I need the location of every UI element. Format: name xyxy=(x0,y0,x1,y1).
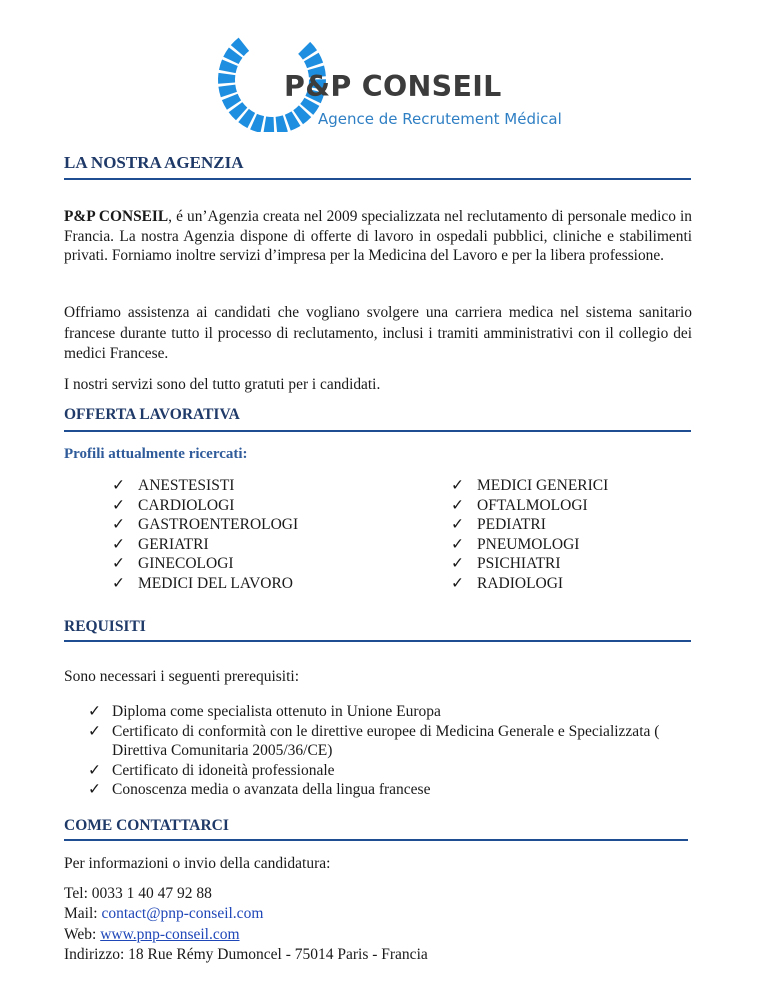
profile-item xyxy=(112,515,298,535)
profile-item xyxy=(112,476,298,496)
requirements-heading: REQUISITI xyxy=(64,618,146,635)
profile-item xyxy=(112,554,298,574)
agency-intro-text: , é un’Agenzia creata nel 2009 specializzata nel reclutamento di personale medico in Francia. La nostra Agenzia dispone di offerte di lavoro in ospedali pubblici, cliniche e stabilimenti privati. Forniamo inoltre servizi d’impresa per la Medicina del Lavoro e per la libera professione. xyxy=(64,208,692,264)
check-icon: ✓ xyxy=(451,477,464,494)
requirements-list xyxy=(88,702,700,800)
profile-item xyxy=(451,574,608,594)
logo-ring-segment xyxy=(263,117,274,132)
profile-item-label: PEDIATRI xyxy=(477,516,546,533)
contact-intro: Per informazioni o invio della candidatura: xyxy=(64,855,331,872)
logo-title: P&P CONSEIL xyxy=(284,70,502,103)
offer-heading: OFFERTA LAVORATIVA xyxy=(64,406,240,423)
check-icon: ✓ xyxy=(88,703,101,720)
offer-divider xyxy=(64,430,691,432)
agency-divider xyxy=(64,178,691,180)
check-icon: ✓ xyxy=(112,496,125,514)
logo-subtitle: Agence de Recrutement Médical xyxy=(318,110,562,128)
profile-item-label: PNEUMOLOGI xyxy=(477,535,580,553)
website-link[interactable]: www.pnp-conseil.com xyxy=(100,926,240,943)
requirement-item-label: Diploma come specialista ottenuto in Unione Europa xyxy=(112,703,441,720)
check-icon: ✓ xyxy=(451,535,464,553)
profile-item-label: GASTROENTEROLOGI xyxy=(138,516,299,533)
profile-item xyxy=(451,476,608,496)
profile-item-label: MEDICI GENERICI xyxy=(477,477,609,494)
profile-item-label: RADIOLOGI xyxy=(477,574,564,592)
check-icon: ✓ xyxy=(112,477,125,494)
profile-item-label: GINECOLOGI xyxy=(138,555,234,572)
check-icon: ✓ xyxy=(88,761,101,779)
requirement-item xyxy=(88,761,700,781)
profile-item xyxy=(451,496,608,516)
contact-address xyxy=(64,946,428,964)
profiles-left-list xyxy=(112,476,298,593)
requirement-item-label: Certificato di idoneità professionale xyxy=(112,761,335,779)
address-value: 18 Rue Rémy Dumoncel - 75014 Paris - Francia xyxy=(128,946,428,963)
check-icon: ✓ xyxy=(112,574,125,592)
profile-item xyxy=(451,554,608,574)
agency-paragraph-3: I nostri servizi sono del tutto gratuti per i candidati. xyxy=(64,376,381,393)
profile-item-label: PSICHIATRI xyxy=(477,555,561,572)
check-icon: ✓ xyxy=(451,555,464,572)
check-icon: ✓ xyxy=(112,516,125,533)
profile-item-label: MEDICI DEL LAVORO xyxy=(138,574,293,592)
profiles-right-list xyxy=(451,476,608,593)
requirement-item xyxy=(88,722,700,761)
mail-label: Mail: xyxy=(64,905,102,922)
contact-heading: COME CONTATTARCI xyxy=(64,817,229,834)
agency-intro xyxy=(64,207,692,266)
agency-heading: LA NOSTRA AGENZIA xyxy=(64,153,244,172)
requirements-intro: Sono necessari i seguenti prerequisiti: xyxy=(64,668,300,685)
profile-item-label: CARDIOLOGI xyxy=(138,496,235,514)
profile-item xyxy=(112,535,298,555)
check-icon: ✓ xyxy=(112,535,125,553)
contact-divider xyxy=(64,839,688,841)
profile-item xyxy=(112,496,298,516)
company-name: P&P CONSEIL xyxy=(64,208,169,225)
requirement-item-label: Conoscenza media o avanzata della lingua francese xyxy=(112,781,431,798)
phone-label: Tel: xyxy=(64,885,92,902)
contact-mail xyxy=(64,905,263,923)
requirement-item xyxy=(88,780,700,800)
contact-phone xyxy=(64,885,212,903)
address-label: Indirizzo: xyxy=(64,946,129,963)
check-icon: ✓ xyxy=(451,496,464,514)
profile-item-label: GERIATRI xyxy=(138,535,209,553)
check-icon: ✓ xyxy=(451,574,464,592)
mail-address[interactable]: contact@pnp-conseil.com xyxy=(101,905,264,922)
check-icon: ✓ xyxy=(88,722,101,740)
profile-item xyxy=(451,535,608,555)
requirements-divider xyxy=(64,640,691,642)
check-icon: ✓ xyxy=(112,555,125,572)
agency-paragraph-2: Offriamo assistenza ai candidati che vogliano svolgere una carriera medica nel sistema sanitario francese durante tutto il processo di reclutamento, inclusi i tramiti amministrativi con il collegio dei medici Francese. xyxy=(64,304,692,362)
phone-number: 0033 1 40 47 92 88 xyxy=(91,885,212,902)
offer-subheading: Profili attualmente ricercati: xyxy=(64,446,248,462)
profile-item-label: ANESTESISTI xyxy=(138,477,235,494)
profile-item xyxy=(451,515,608,535)
profile-item xyxy=(112,574,298,594)
profile-item-label: OFTALMOLOGI xyxy=(477,496,588,514)
check-icon: ✓ xyxy=(88,781,101,798)
requirement-item-label: Certificato di conformità con le direttive europee di Medicina Generale e Specializzata ( Direttiva Comunitaria 2005/36/CE) xyxy=(112,722,660,759)
requirement-item xyxy=(88,702,700,722)
contact-web xyxy=(64,926,240,944)
check-icon: ✓ xyxy=(451,516,464,533)
web-label: Web: xyxy=(64,926,101,943)
logo-ring-segment xyxy=(218,73,235,84)
